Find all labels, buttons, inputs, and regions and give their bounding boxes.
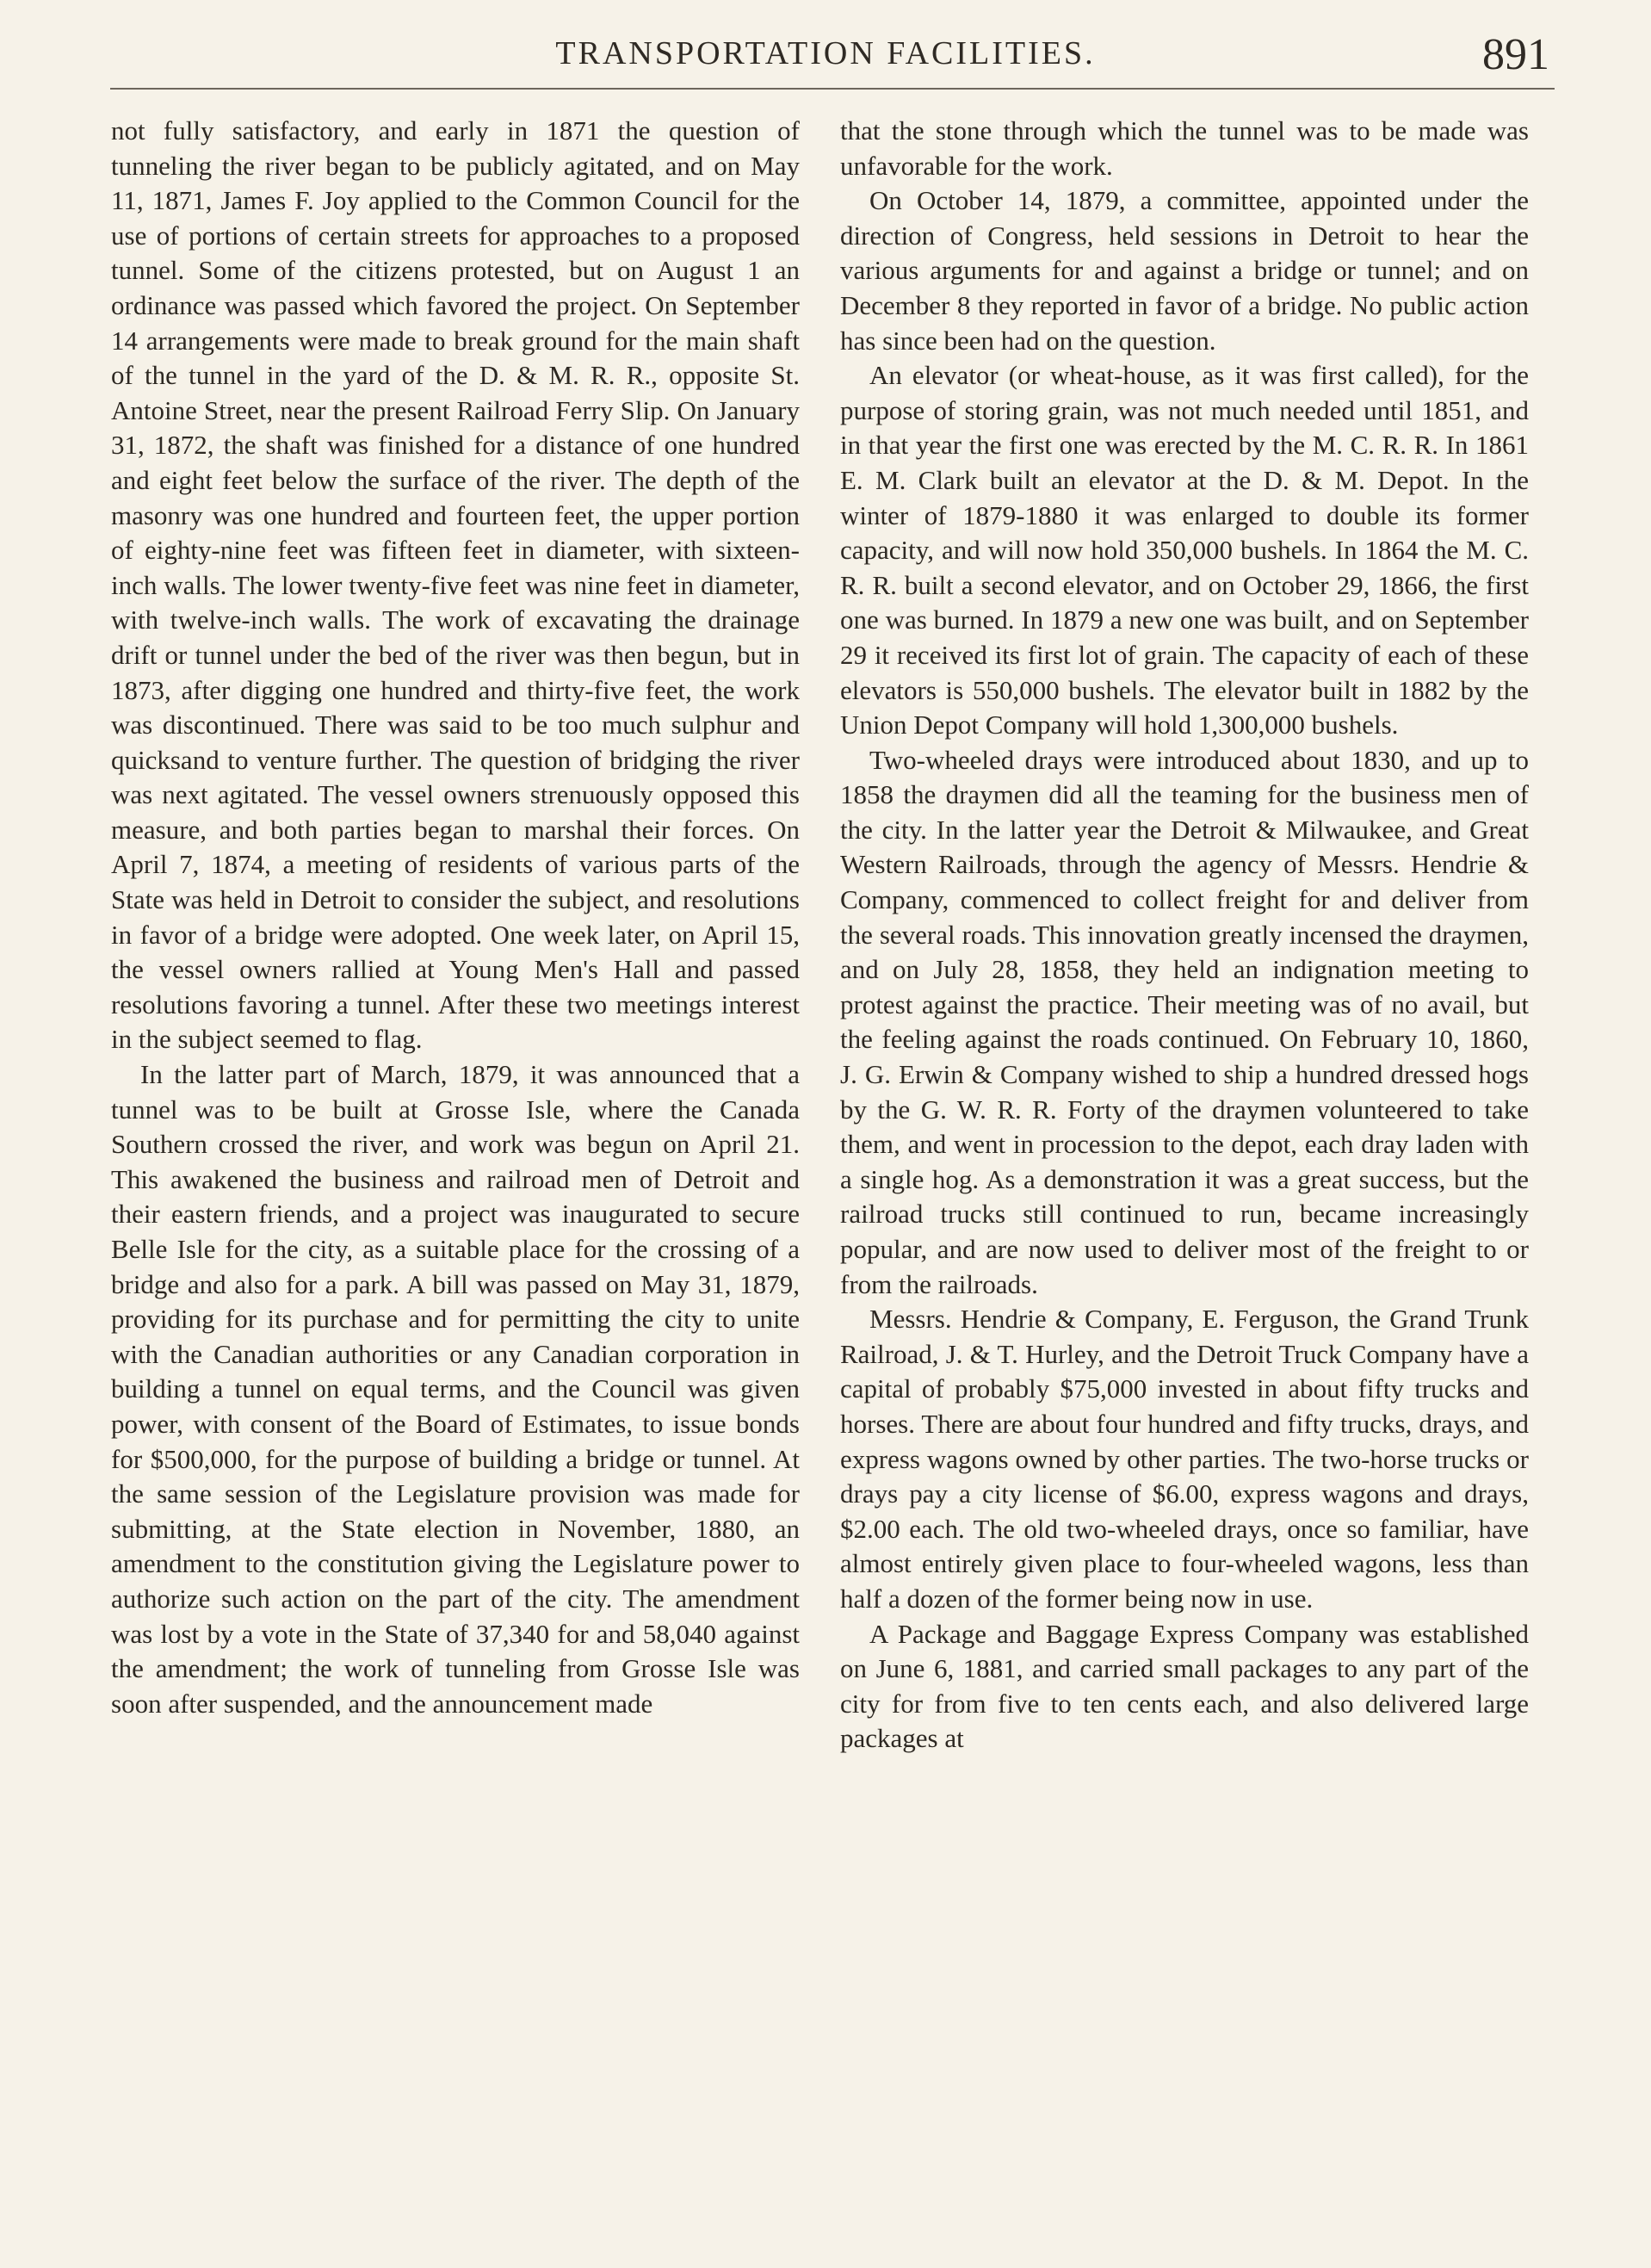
- right-paragraph-2: On October 14, 1879, a committee, appointed under the direction of Congress, held sessions in Detroit to hear the various arguments for and against a bridge or tunnel; and on December 8 they reported in favor of a bridge. No public action has since been had on the question.: [840, 185, 1529, 356]
- running-head: [0, 28, 1651, 79]
- right-paragraph-6: A Package and Baggage Express Company was established on June 6, 1881, and carried small packages to any part of the city for from five to ten cents each, and also delivered large packages at: [840, 1618, 1529, 1754]
- page-number: 891: [1482, 30, 1549, 79]
- left-column: [111, 114, 800, 1721]
- right-paragraph-3: An elevator (or wheat-house, as it was first called), for the purpose of storing grain, was not much needed until 1851, and in that year the first one was erected by the M. C. R. R. In 1861 E. M. Clark built an elevator at the D. & M. Depot. In the winter of 1879-1880 it was enlarged to double its former capacity, and will now hold 350,000 bushels. In 1864 the M. C. R. R. built a second elevator, and on October 29, 1866, the first one was burned. In 1879 a new one was built, and on September 29 it received its first lot of grain. The capacity of each of these elevators is 550,000 bushels. The elevator built in 1882 by the Union Depot Company will hold 1,300,000 bushels.: [840, 360, 1529, 741]
- right-paragraph-5: Messrs. Hendrie & Company, E. Ferguson, the Grand Trunk Railroad, J. & T. Hurley, and the Detroit Truck Company have a capital of probably $75,000 invested in about fifty trucks and horses. There are about four hundred and fifty trucks, drays, and express wagons owned by other parties. The two-horse trucks or drays pay a city license of $6.00, express wagons and drays, $2.00 each. The old two-wheeled drays, once so familiar, have almost entirely given place to four-wheeled wagons, less than half a dozen of the former being now in use.: [840, 1304, 1529, 1614]
- left-paragraph-2: In the latter part of March, 1879, it was announced that a tunnel was to be built at Grosse Isle, where the Canada Southern crossed the river, and work was begun on April 21. This awakened the business and railroad men of Detroit and their eastern friends, and a project was inaugurated to secure Belle Isle for the city, as a suitable place for the crossing of a bridge and also for a park. A bill was passed on May 31, 1879, providing for its purchase and for permitting the city to unite with the Canadian authorities or any Canadian corporation in building a tunnel on equal terms, and the Council was given power, with consent of the Board of Estimates, to issue bonds for $500,000, for the purpose of building a bridge or tunnel. At the same session of the Legislature provision was made for submitting, at the State election in November, 1880, an amendment to the constitution giving the Legislature power to authorize such action on the part of the city. The amendment was lost by a vote in the State of 37,340 for and 58,040 against the amendment; the work of tunneling from Grosse Isle was soon after suspended, and the announcement made: [111, 1059, 800, 1719]
- running-title: TRANSPORTATION FACILITIES.: [555, 35, 1096, 71]
- header-rule: [110, 88, 1555, 90]
- page-bottom-margin: [0, 2182, 1651, 2268]
- left-paragraph-1: not fully satisfactory, and early in 1871 the question of tunneling the river began to be publicly agitated, and on May 11, 1871, James F. Joy applied to the Common Council for the use of portions of certain streets for approaches to a proposed tunnel. Some of the citizens protested, but on August 1 an ordinance was passed which favored the project. On September 14 arrangements were made to break ground for the main shaft of the tunnel in the yard of the D. & M. R. R., opposite St. Antoine Street, near the present Railroad Ferry Slip. On January 31, 1872, the shaft was finished for a distance of one hundred and eight feet below the surface of the river. The depth of the masonry was one hundred and fourteen feet, the upper portion of eighty-nine feet was fifteen feet in diameter, with sixteen-inch walls. The lower twenty-five feet was nine feet in diameter, with twelve-inch walls. The work of excavating the drainage drift or tunnel under the bed of the river was then begun, but in 1873, after digging one hundred and thirty-five feet, the work was discontinued. There was said to be too much sulphur and quicksand to venture further. The question of bridging the river was next agitated. The vessel owners strenuously opposed this measure, and both parties began to marshal their forces. On April 7, 1874, a meeting of residents of various parts of the State was held in Detroit to consider the subject, and resolutions in favor of a bridge were adopted. One week later, on April 15, the vessel owners rallied at Young Men's Hall and passed resolutions favoring a tunnel. After these two meetings interest in the subject seemed to flag.: [111, 115, 800, 1055]
- right-paragraph-1: that the stone through which the tunnel was to be made was unfavorable for the work.: [840, 115, 1529, 181]
- right-paragraph-4: Two-wheeled drays were introduced about 1830, and up to 1858 the draymen did all the teaming for the business men of the city. In the latter year the Detroit & Milwaukee, and Great Western Railroads, through the agency of Messrs. Hendrie & Company, commenced to collect freight for and deliver from the several roads. This innovation greatly incensed the draymen, and on July 28, 1858, they held an indignation meeting to protest against the practice. Their meeting was of no avail, but the feeling against the roads continued. On February 10, 1860, J. G. Erwin & Company wished to ship a hundred dressed hogs by the G. W. R. R. Forty of the draymen volunteered to take them, and went in procession to the depot, each dray laden with a single hog. As a demonstration it was a great success, but the railroad trucks still continued to run, became increasingly popular, and are now used to deliver most of the freight to or from the railroads.: [840, 744, 1529, 1299]
- right-column: [840, 114, 1529, 1757]
